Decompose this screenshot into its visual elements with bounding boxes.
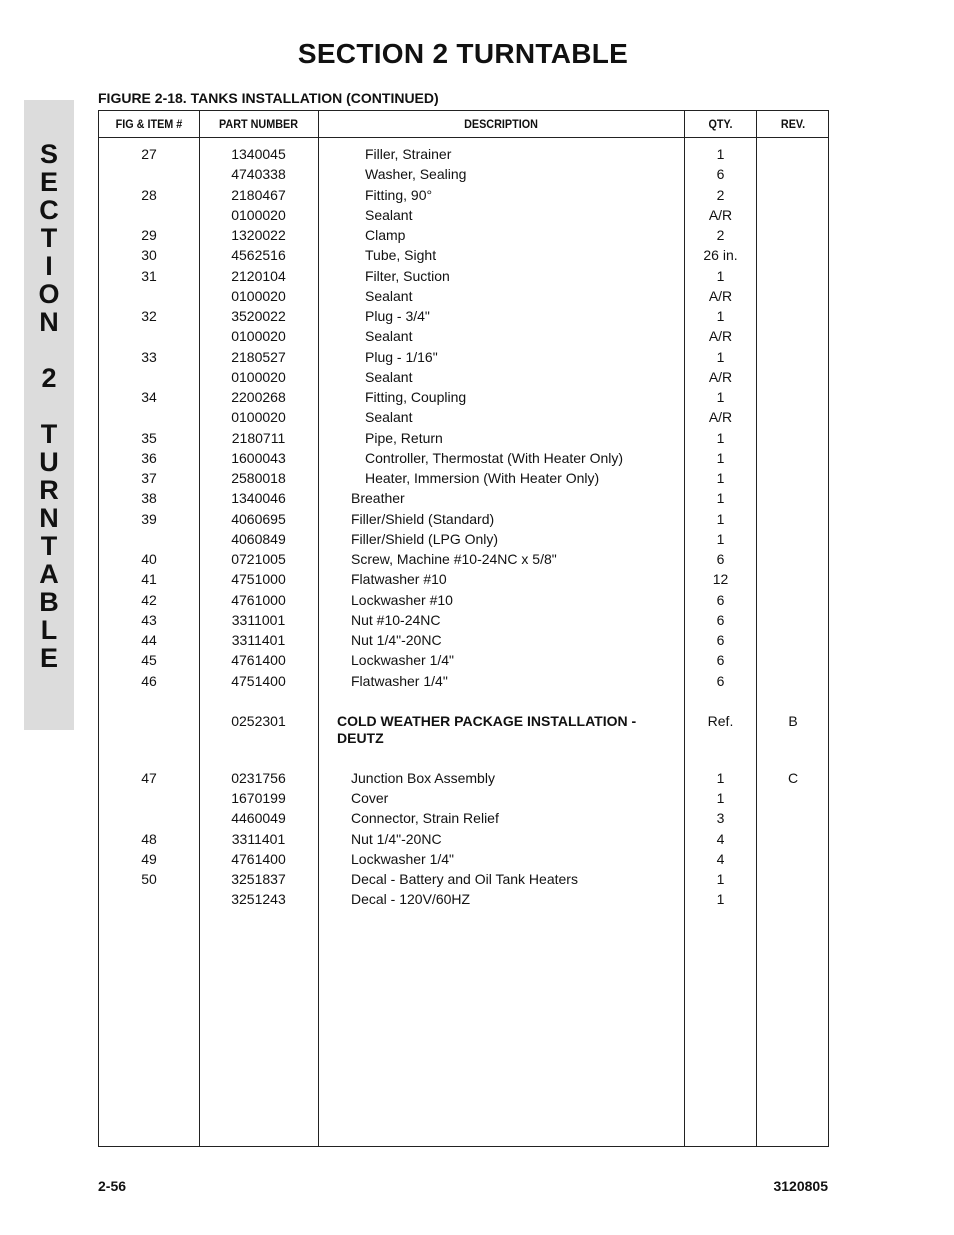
qty-cell: 1	[716, 530, 725, 547]
part-number-cell: 1670199	[231, 790, 286, 806]
side-tab-letter: I	[45, 251, 53, 281]
part-number-cell: 2180527	[231, 348, 286, 365]
qty-cell: 1	[716, 389, 725, 405]
side-tab-letter: N	[39, 307, 59, 337]
fig-item-cell: 31	[141, 267, 157, 284]
part-number-cell: 2120104	[231, 267, 286, 284]
fig-item-cell: 39	[141, 510, 157, 527]
figure-title: FIGURE 2-18. TANKS INSTALLATION (CONTINUED)	[98, 90, 439, 106]
description-cell: Plug - 3/4"	[365, 308, 430, 324]
qty-cell: 1	[716, 891, 725, 908]
part-number-cell: 1320022	[231, 227, 286, 243]
description-cell: Heater, Immersion (With Heater Only)	[365, 470, 600, 486]
description-cell: Decal - Battery and Oil Tank Heaters	[351, 871, 578, 887]
side-tab-letter: U	[39, 447, 59, 477]
qty-cell: 1	[716, 449, 725, 466]
page-number: 2-56	[98, 1178, 127, 1194]
qty-cell: 1	[716, 490, 725, 507]
fig-item-cell: 28	[141, 186, 157, 203]
part-number-cell: 1340045	[231, 146, 286, 162]
description-cell: Filter, Suction	[365, 267, 450, 284]
part-number-cell: 3311401	[231, 830, 286, 847]
part-number-cell: 4060695	[231, 510, 286, 527]
description-cell: Junction Box Assembly	[351, 769, 495, 786]
description-cell: COLD WEATHER PACKAGE INSTALLATION - DEUTZ	[337, 712, 637, 746]
side-tab-letter: L	[40, 615, 58, 645]
fig-item-cell: 44	[141, 632, 157, 648]
qty-cell: A/R	[708, 368, 733, 385]
description-cell: Flatwasher #10	[351, 571, 447, 588]
part-number-cell: 0100020	[231, 328, 286, 345]
document-number: 3120805	[773, 1178, 828, 1194]
part-number-cell: 1340046	[231, 490, 286, 507]
description-cell: Controller, Thermostat (With Heater Only)	[365, 449, 624, 466]
qty-cell: 6	[716, 652, 725, 669]
qty-cell: A/R	[708, 206, 733, 223]
description-cell: Connector, Strain Relief	[351, 810, 499, 827]
description-cell: Flatwasher 1/4"	[351, 672, 448, 689]
side-tab-letter: T	[40, 419, 58, 449]
side-tab-letter: E	[39, 643, 58, 673]
part-number-cell: 4761400	[231, 850, 286, 867]
side-tab-letter: A	[39, 559, 59, 589]
description-cell: Plug - 1/16"	[365, 348, 438, 365]
fig-item-cell: 29	[141, 227, 157, 243]
header-qty: QTY.	[708, 117, 733, 131]
part-number-cell: 4761000	[231, 591, 286, 608]
side-tab-letter: 2	[41, 363, 57, 393]
description-cell: Lockwasher #10	[351, 591, 453, 608]
qty-cell: 3	[716, 810, 725, 827]
qty-cell: 1	[716, 348, 725, 365]
part-number-cell: 0100020	[231, 206, 286, 223]
qty-cell: 1	[716, 429, 725, 446]
part-number-cell: 2180467	[231, 186, 286, 203]
rev-cell: C	[787, 769, 799, 786]
part-number-cell: 0252301	[231, 712, 286, 729]
fig-item-cell: 43	[141, 611, 157, 628]
fig-item-cell: 50	[141, 871, 157, 887]
qty-cell: 12	[712, 571, 729, 588]
qty-cell: 1	[716, 871, 725, 887]
description-cell: Cover	[351, 790, 389, 806]
description-cell: Screw, Machine #10-24NC x 5/8"	[351, 551, 557, 567]
part-number-cell: 4060849	[231, 530, 286, 547]
side-tab-letter: N	[39, 503, 59, 533]
qty-cell: 2	[716, 227, 725, 243]
qty-cell: 2	[716, 186, 725, 203]
description-cell: Sealant	[365, 328, 413, 345]
description-cell: Nut 1/4"-20NC	[351, 830, 442, 847]
qty-cell: 1	[716, 510, 725, 527]
fig-item-cell: 27	[141, 146, 157, 162]
side-tab-letter: O	[38, 279, 60, 309]
qty-cell: 1	[716, 146, 725, 162]
qty-cell: Ref.	[707, 712, 734, 729]
side-tab-letter: E	[39, 167, 58, 197]
part-number-cell: 0100020	[231, 409, 286, 426]
fig-item-cell: 30	[141, 247, 157, 264]
side-tab-letter: T	[40, 223, 58, 253]
fig-item-cell: 47	[141, 769, 157, 786]
qty-cell: 1	[716, 790, 725, 806]
part-number-cell: 2580018	[231, 470, 286, 486]
description-cell: Sealant	[365, 409, 413, 426]
qty-cell: 1	[716, 308, 725, 324]
description-cell: Filler, Strainer	[365, 146, 452, 162]
description-cell: Filler/Shield (Standard)	[351, 510, 495, 527]
header-part-number: PART NUMBER	[218, 117, 299, 131]
part-number-cell: 0231756	[231, 769, 286, 786]
fig-item-cell: 48	[141, 830, 157, 847]
column-divider	[318, 111, 319, 1146]
qty-cell: 26 in.	[703, 247, 738, 264]
part-number-cell: 3520022	[231, 308, 286, 324]
fig-item-cell: 32	[141, 308, 157, 324]
parts-table	[98, 110, 829, 1147]
side-tab-letter: B	[39, 587, 59, 617]
qty-cell: A/R	[708, 287, 733, 304]
header-fig-item: FIG & ITEM #	[115, 117, 183, 131]
column-divider	[756, 111, 757, 1146]
part-number-cell: 4761400	[231, 652, 286, 669]
description-cell: Clamp	[365, 227, 406, 243]
header-description: DESCRIPTION	[464, 117, 538, 131]
side-tab-letter: S	[39, 139, 58, 169]
qty-cell: 6	[716, 611, 725, 628]
part-number-cell: 0100020	[231, 368, 286, 385]
part-number-cell: 4751400	[231, 672, 286, 689]
description-cell: Pipe, Return	[365, 429, 443, 446]
description-cell: Nut #10-24NC	[351, 611, 441, 628]
fig-item-cell: 38	[141, 490, 157, 507]
description-cell: Breather	[351, 490, 405, 507]
qty-cell: 6	[716, 166, 725, 183]
description-cell: Fitting, 90°	[365, 186, 433, 203]
fig-item-cell: 42	[141, 591, 157, 608]
qty-cell: 4	[716, 830, 725, 847]
description-cell: Decal - 120V/60HZ	[351, 891, 471, 908]
qty-cell: 6	[716, 632, 725, 648]
description-cell: Sealant	[365, 206, 413, 223]
header-rev: REV.	[780, 117, 806, 131]
description-cell: Sealant	[365, 368, 413, 385]
qty-cell: 6	[716, 551, 725, 567]
part-number-cell: 0721005	[231, 551, 286, 567]
part-number-cell: 3251243	[231, 891, 286, 908]
part-number-cell: 0100020	[231, 287, 286, 304]
side-tab-letter: C	[39, 195, 59, 225]
part-number-cell: 3311001	[231, 611, 286, 628]
qty-cell: 1	[716, 769, 725, 786]
qty-cell: 1	[716, 267, 725, 284]
fig-item-cell: 36	[141, 449, 157, 466]
part-number-cell: 1600043	[231, 449, 286, 466]
description-cell: Lockwasher 1/4"	[351, 652, 455, 669]
qty-cell: 4	[716, 850, 725, 867]
fig-item-cell: 49	[141, 850, 157, 867]
fig-item-cell: 37	[141, 470, 157, 486]
part-number-cell: 3251837	[231, 871, 286, 887]
description-cell: Washer, Sealing	[365, 166, 467, 183]
part-number-cell: 4740338	[231, 166, 286, 183]
fig-item-cell: 40	[141, 551, 157, 567]
section-title: SECTION 2 TURNTABLE	[297, 38, 629, 69]
fig-item-cell: 34	[141, 389, 157, 405]
description-cell: Nut 1/4"-20NC	[351, 632, 442, 648]
qty-cell: 6	[716, 672, 725, 689]
qty-cell: 1	[716, 470, 725, 486]
rev-cell: B	[788, 712, 798, 729]
part-number-cell: 2180711	[231, 429, 286, 446]
fig-item-cell: 41	[141, 571, 157, 588]
fig-item-cell: 33	[141, 348, 157, 365]
fig-item-cell: 46	[141, 672, 157, 689]
part-number-cell: 4751000	[231, 571, 286, 588]
part-number-cell: 4562516	[231, 247, 286, 264]
qty-cell: 6	[716, 591, 725, 608]
description-cell: Fitting, Coupling	[365, 389, 467, 405]
qty-cell: A/R	[708, 409, 733, 426]
description-cell: Tube, Sight	[365, 247, 437, 264]
part-number-cell: 4460049	[231, 810, 286, 827]
description-cell: Filler/Shield (LPG Only)	[351, 530, 499, 547]
fig-item-cell: 35	[141, 429, 157, 446]
section-side-tab	[24, 100, 74, 730]
side-tab-letter: T	[40, 531, 58, 561]
description-cell: Sealant	[365, 287, 413, 304]
part-number-cell: 2200268	[231, 389, 286, 405]
fig-item-cell: 45	[141, 652, 157, 669]
qty-cell: A/R	[708, 328, 733, 345]
header-divider	[99, 137, 828, 138]
description-cell: Lockwasher 1/4"	[351, 850, 455, 867]
part-number-cell: 3311401	[231, 632, 286, 648]
side-tab-letter: R	[39, 475, 59, 505]
